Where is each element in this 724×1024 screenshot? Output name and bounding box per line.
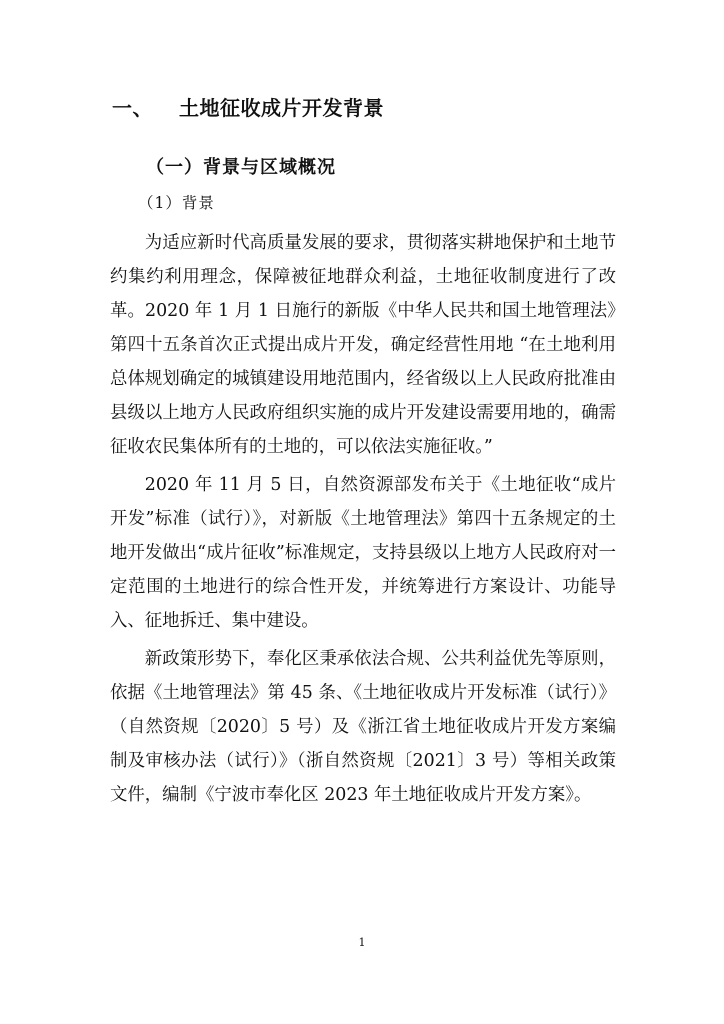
paragraph-2: 2020 年 11 月 5 日，自然资源部发布关于《土地征收“成片开发”标准（试行）》，对新版《土地管理法》第四十五条规定的土地开发做出“成片征收”标准规定，支持县级以上地方人民政府对一定范围的土地进行的综合性开发，并统筹进行方案设计、功能导入、征地拆迁、集中建设。 (110, 475, 616, 631)
section-number: 一、 (112, 96, 153, 120)
section-heading (112, 92, 384, 121)
subsection-heading: （一）背景与区域概况 (146, 157, 336, 178)
section-title: 土地征收成片开发背景 (179, 96, 384, 120)
paragraph-1: 为适应新时代高质量发展的要求，贯彻落实耕地保护和土地节约集约利用理念，保障被征地群众利益，土地征收制度进行了改革。2020 年 1 月 1 日施行的新版《中华人民共和国土地管理法》第四十五条首次正式提出成片开发，确定经营性用地 “在土地利用总体规划确定的城镇建设用地范围内，经省级以上人民政府批准由县级以上地方人民政府组织实施的成片开发建设需要用地的，确需征收农民集体所有的土地的，可以依法实施征收。” (110, 233, 616, 457)
paragraph-3: 新政策形势下，奉化区秉承依法合规、公共利益优先等原则，依据《土地管理法》第 45 条、《土地征收成片开发标准（试行）》（自然资规〔2020〕5 号）及《浙江省土地征收成片开发方案编制及审核办法（试行）》（浙自然资规〔2021〕3 号）等相关政策文件，编制《宁波市奉化区 2023 年土地征收成片开发方案》。 (110, 649, 616, 805)
body-text (110, 226, 616, 812)
sub-subsection-heading: （1）背景 (138, 194, 215, 212)
page-number: 1 (358, 936, 366, 949)
